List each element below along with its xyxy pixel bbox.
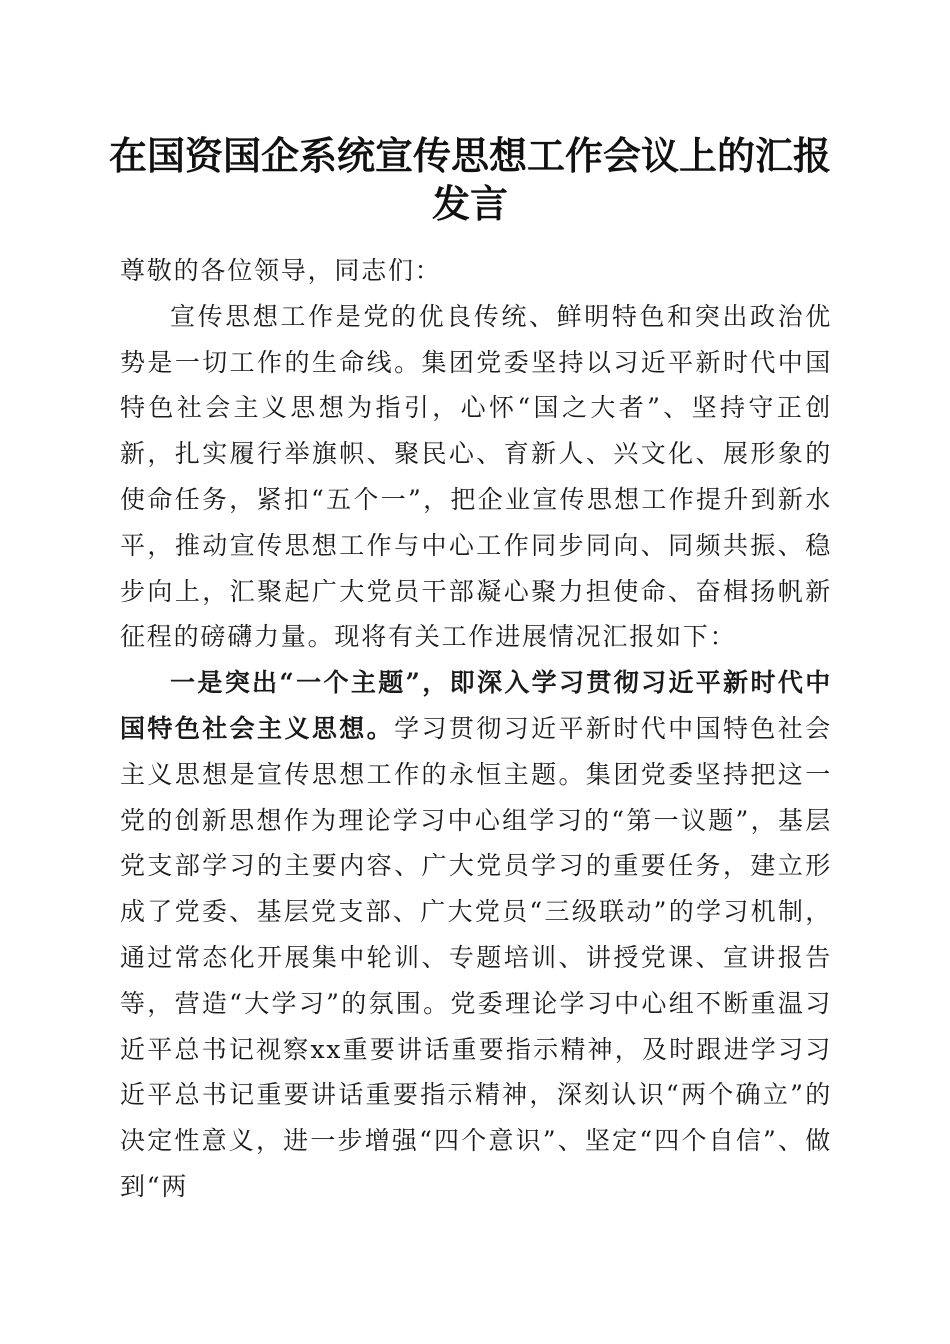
document-title: 在国资国企系统宣传思想工作会议上的汇报发言 [108,133,831,226]
paragraph-lead-heading: 一是突出“一个主题”，即深入学习贯彻习近平新时代中国特色社会主义思想。 [120,668,832,743]
paragraph-text: 学习贯彻习近平新时代中国特色社会主义思想是宣传思想工作的永恒主题。集团党委坚持把这一党的创新思想作为理论学习中心组学习的“第一议题”，基层党支部学习的主要内容、广大党员学习的重要任务，建立形成了党委、基层党支部、广大党员“三级联动”的学习机制，通过常态化开展集中轮训、专题培训、讲授党课、宣讲报告等，营造“大学习”的氛围。党委理论学习中心组不断重温习近平总书记视察xx重要讲话重要指示精神，及时跟进学习习近平总书记重要讲话重要指示精神，深刻认识“两个确立”的决定性意义，进一步增强“四个意识”、坚定“四个自信”、做到“两 [120,713,832,1201]
paragraph-intro [120,294,832,660]
document-body [120,248,832,1210]
salutation: 尊敬的各位领导，同志们： [120,256,442,285]
paragraph-point-one [120,660,832,1210]
paragraph-text: 宣传思想工作是党的优良传统、鲜明特色和突出政治优势是一切工作的生命线。集团党委坚持以习近平新时代中国特色社会主义思想为指引，心怀“国之大者”、坚持守正创新，扎实履行举旗帜、聚民心、育新人、兴文化、展形象的使命任务，紧扣“五个一”，把企业宣传思想工作提升到新水平，推动宣传思想工作与中心工作同步同向、同频共振、稳步向上，汇聚起广大党员干部凝心聚力担使命、奋楫扬帆新征程的磅礴力量。现将有关工作进展情况汇报如下： [120,301,832,652]
